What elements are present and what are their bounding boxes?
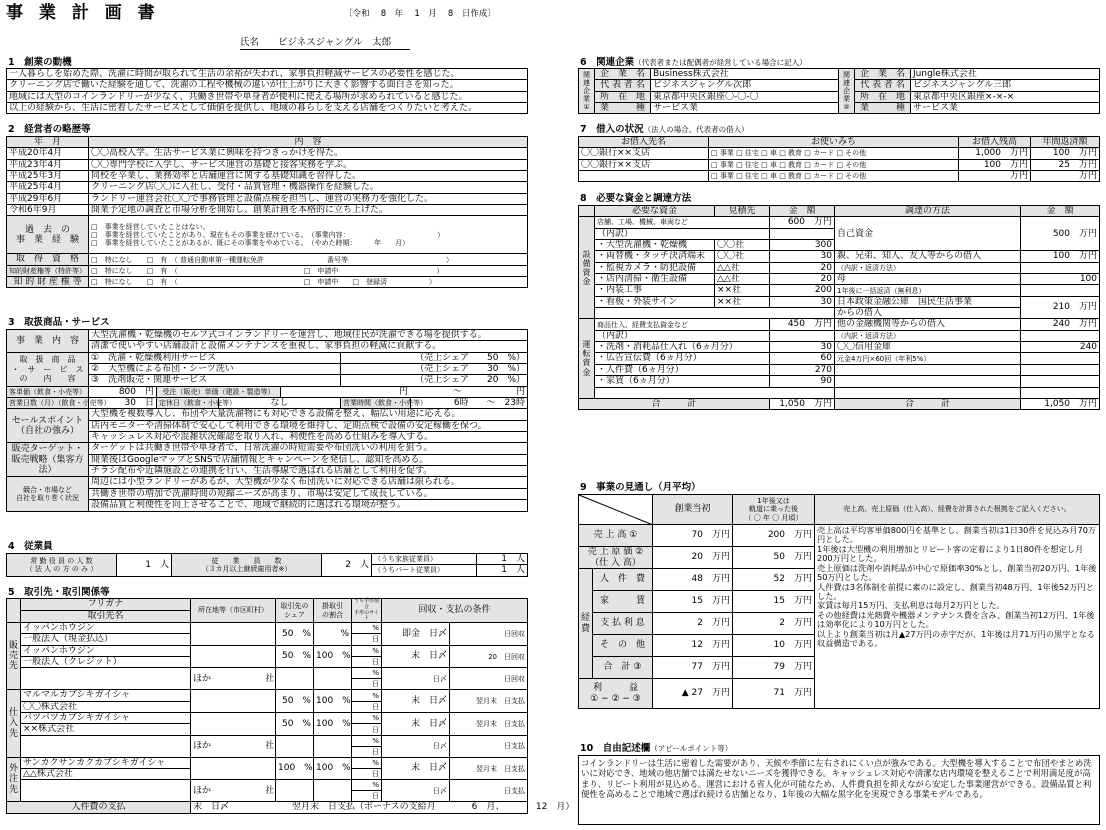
motive-line: 一人暮らしを始めた際、洗濯に時間が取られて生活の余裕が失われ、家事負担軽減サービスの必要性を感じた。 xyxy=(7,69,528,80)
s1-box xyxy=(6,68,528,114)
career-date: 平成29年6月 xyxy=(7,193,89,204)
motive-line: 以上の経験から、生活に密着したサービスとして価値を提供し、地域の暮らしを支える店舗をつくりたいと考えた。 xyxy=(7,103,528,114)
lender: 〇〇銀行××支店 xyxy=(579,148,709,159)
career-content: クリーニング店〇〇に入社し、受付・品質管理・機器操作を経験した。 xyxy=(89,182,528,193)
s5-box: フリガナ 所在地等（市区町村） 取引先の シェア 掛取引 の割合 うち手形割合 手形のサイト 回収・支払の条件 取引先名 販 売 先 イッパンホウジン 50 % % % 即金 日〆 日回収 一般法人（現金払込） 日 イッパンホウジン 50 % 100 % % 末 日〆 20 日回収 一般法人（クレジット） 日 ほか 社 % 日〆 日回収 日 仕 入 先 マルマルカブシキガイシャ 50 % 100 % % 末 日〆 翌月末 日支払 〇〇株式会社 日 バツバツカブシキガイシャ 50 % 100 % % 末 日〆 翌月末 日支払 ××株式会社 日 ほか 社 % 日〆 日支払 日 外 注 先 サンカクサンカクカブシキガイシャ 100 % 100 % % 末 日〆 翌月末 日支払 △△株式会社 日 ほか 社 % 日〆 日支払 日 人件費の支払 末 日〆 翌月末 日支払（ボーナスの支給月 6 月、 12 月） xyxy=(6,598,528,814)
career-content: 〇〇専門学校に入学し、サービス運営の基礎と接客実務を学ぶ。 xyxy=(89,159,528,170)
s6-title: 6 関連企業（代表者または配偶者が経営している場合に記入） xyxy=(580,57,807,68)
career-content: 開業予定地の調査と市場分析を開始し、創業計画を本格的に立ち上げた。 xyxy=(89,205,528,216)
s9-title: 9 事業の見通し（月平均） xyxy=(580,482,701,493)
career-date: 平成25年4月 xyxy=(7,182,89,193)
s7-title: 7 借入の状況（法人の場合、代表者の借入） xyxy=(580,124,749,135)
page-title: 事 業 計 画 書 xyxy=(6,3,160,23)
career-date: 平成25年3月 xyxy=(7,171,89,182)
s4-box: 常 勤 役 員 の 人 数 （ 法 人 の 方 の み ） 1 人 従 業 員 数 （３カ月以上継続雇用者※） 2 人 （うち家族従業員） 1 人 （うちパート従業員） 1 人 xyxy=(6,553,528,577)
career-date: 令和6年9月 xyxy=(7,205,89,216)
s10-title: 10 自由記述欄（アピールポイント等） xyxy=(580,743,733,754)
s8-box: 必要な資金 見積先 金 額 調達の方法 金 額 設 備 資 金 店舗、工場、機械、車両など 600 万円 自己資金 500 万円 （内訳） ・大型洗濯機・乾燥機 〇〇社 300 ・両替機・タッチ決済端末 〇〇社 30 親、兄弟、知人、友人等からの借入 100 万円 ・監視カメラ・防犯設備 △△社 20 （内訳・返済方法） ・店内清掃・衛生設備 △△社 20 母 100 ・内装工事 ××社 200 1年後に一括返済（無利息） ・看板・外装サイン ××社 30 日本政策金融公庫 国民生活事業 210 万円 からの借入 運 転 資 金 商品仕入、経費支払資金など 450 万円 他の金融機関等からの借入 240 万円 （内訳） （内訳・返済方法） ・洗剤・消耗品仕入れ（6ヵ月分） 30 〇〇信用金庫 240 ・広告宣伝費（6ヵ月分） 60 元金4万円×60回（年利5%） ・人件費（6ヵ月分） 270 ・家賃（6ヵ月分） 90 合 計 1,050 万円 合 計 1,050 万円 xyxy=(578,205,1100,410)
basis-text: 売上高は平均客単価800円を基準とし、創業当初は1日30件を見込み月70万円とした。 1年後は大型機の利用増加とリピート客の定着により1日80件を想定し月200万円とした。 売上原価は洗剤や消耗品が中心で原価率30%とし、創業当初20万円、1年後50万円とした。 人件費は3名体制を前提に素のに設定し、創業当初48万円、1年後52万円とした。 家賃は毎月15万円、支払利息は毎月2万円とした。 その他経費は光熱費や機器メンテナンス費を含み、創業当初12万円、1年後は効率化により10万円とした。 以上より創業当初は月▲27万円の赤字だが、1年後は月71万円の黒字となる収益構造である。 xyxy=(815,525,1100,709)
lender: 〇〇銀行××支店 xyxy=(579,159,709,170)
s7-box: お借入先名 お使いみち お借入残高 年間返済額 〇〇銀行××支店 □ 事業 □ 住宅 □ 車 □ 教育 □ カード □ その他 1,000 万円 100 万円 〇〇銀行××支店 □ 事業 □ 住宅 □ 車 □ 教育 □ カード □ その他 100 万円 25 万円 □ 事業 □ 住宅 □ 車 □ 教育 □ カード □ その他 万円 万円 xyxy=(578,136,1100,182)
s4-title: 4 従業員 xyxy=(8,541,53,552)
s6-box: 関 連 企 業 ① 企 業 名 Business株式会社 関 連 企 業 ② 企 業 名 Jungle株式会社 代 表 者 名 ビジネスジャングル次郎 代 表 者 名 ビジネスジャングル三郎 所 在 地 東京都中央区銀座〇-〇-〇 所 在 地 東京都中央区銀座×-×-× 業 種 サービス業 業 種 サービス業 xyxy=(578,68,1100,114)
career-date: 平成20年4月 xyxy=(7,148,89,159)
past-label: 過 去 の 事 業 経 験 xyxy=(7,216,89,254)
s5-title: 5 取引先・取引関係等 xyxy=(8,587,110,598)
motive-line: 地域には大型のコインランドリーが少なく、共働き世帯や単身者が便利に使える場所が求められていると感じた。 xyxy=(7,91,528,102)
created-date: 〔令和 8 年 1 月 8 日作成〕 xyxy=(344,9,496,19)
career-content: ランドリー運営会社〇〇で事務管理と設備点検を担当し、運営の実務力を強化した。 xyxy=(89,193,528,204)
s8-title: 8 必要な資金と調達方法 xyxy=(580,193,692,204)
career-date: 平成23年4月 xyxy=(7,159,89,170)
license-field: □ 特になし □ 有 （ 普通自動車第一種運転免許 番号等 ） xyxy=(89,254,528,265)
s3-title: 3 取扱商品・サービス xyxy=(8,317,110,328)
career-content: 同校を卒業し、業務効率と店舗運営に関する基礎知識を習得した。 xyxy=(89,171,528,182)
diag-line xyxy=(579,495,653,525)
s2-title: 2 経営者の略歴等 xyxy=(8,124,91,135)
s2-box: 年 月 内 容 平成20年4月 〇〇高校入学。生活サービス業に興味を持つきっかけを得た。 平成23年4月 〇〇専門学校に入学し、サービス運営の基礎と接客実務を学ぶ。 平成25年3月 同校を卒業し、業務効率と店舗運営に関する基礎知識を習得した。 平成25年4月 クリーニング店〇〇に入社し、受付・品質管理・機器操作を経験した。 平成29年6月 ランドリー運営会社〇〇で事務管理と設備点検を担当し、運営の実務力を強化した。 令和6年9月 開業予定地の調査と市場分析を開始し、創業計画を本格的に立ち上げた。 過 去 の 事 業 経 験 □ 事業を経営していたことはない。 □ 事業を経営していたことがあり、現在もその事業を続けている。 （事業内容： ） □ 事業を経営していたことがあるが、既にその事業をやめている。 （やめた時期： 年 月） 取 得 資 格 □ 特になし □ 有 （ 普通自動車第一種運転免許 番号等 ） 知的財産権等（特許等） □ 特になし □ 有 （ □ 申請中 ） 知 的 財 産 権 等 □ 特になし □ 有 （ □ 申請中 □ 登録済 ） xyxy=(6,136,528,288)
s3-box: 事 業 内 容 大型洗濯機・乾燥機のセルフ式コインランドリーを運営し、地域住民が洗濯できる場を提供する。 清潔で使いやすい店舗設計と設備メンテナンスを重視し、家事負担の軽減に貢献する。 取 扱 商 品 ・ サ ー ビ ス の 内 容 ① 洗濯・乾燥機利用サービス （売上シェア 50 %） ② 大型機による布団・シーツ洗い （売上シェア 30 %） ③ 洗剤販売・関連サービス （売上シェア 20 %） 客単価（飲食・小売等） 800 円 受注（販売）単価（建設・製造等） 円 〜 円 営業日数（月）（飲食・小売等） 30 日 定休日（飲食・小売等） なし 営業時間（飲食・小売等） 6時 〜 23時 セールスポイント （自社の強み） 大型機を複数導入し、布団や大量洗濯物にも対応できる設備を整え、幅広い用途に応える。 店内モニターや清掃体制で安心して利用できる環境を維持し、定期点検で設備の安定稼働を保つ。 キャッシュレス対応や混雑状況確認を取り入れ、利便性を高める仕組みを導入する。 販売ターゲット・ 販売戦略（集客方法） ターゲットは共働き世帯や単身者で、日常洗濯の時短需要や布団洗いの利用を狙う。 開業後はGoogleマップとSNSで店舗情報とキャンペーンを発信し、認知を高める。 チラシ配布や近隣施設との連携を行い、生活導線で選ばれる店舗として利用を促す。 競合・市場など 自社を取り巻く状況 周辺には小型ランドリーがあるが、大型機が少なく布団洗いに対応できる店舗は限られる。 共働き世帯の増加で洗濯時間の短縮ニーズが高まり、市場は安定して成長している。 設備品質と利便性を向上させることで、地域で継続的に選ばれる環境が整う。 xyxy=(6,329,528,512)
lender xyxy=(579,171,709,182)
s1-title: 1 創業の動機 xyxy=(8,57,72,68)
s9-box: 創業当初 1年後又は 軌道に乗った後 （ 〇 年 〇 月頃） 売上高、売上原価（仕入高）、経費を計算された根拠をご記入ください。 売 上 高 ① 70 万円 200 万円 売上高は平均客単価800円を基準とし、創業当初は1日30件を見込み月70万円とした。 1年後は大型機の利用増加とリピート客の定着により1日80件を想定し月200万円とした。 売上原価は洗剤や消耗品が中心で原価率30%とし、創業当初20万円、1年後50万円とした。 人件費は3名体制を前提に素のに設定し、創業当初48万円、1年後52万円とした。 家賃は毎月15万円、支払利息は毎月2万円とした。 その他経費は光熱費や機器メンテナンス費を含み、創業当初12万円、1年後は効率化により10万円とした。 以上より創業当初は月▲27万円の赤字だが、1年後は月71万円の黒字となる収益構造である。 売 上 原 価 ② （仕 入 高） 20 万円 50 万円 経 費 人 件 費 48 万円 52 万円 家 賃 15 万円 15 万円 支 払 利 息 2 万円 2 万円 そ の 他 12 万円 10 万円 合 計 ③ 77 万円 79 万円 利 益 ① − ② − ③ ▲ 27 万円 71 万円 xyxy=(578,494,1100,709)
free-text: コインランドリーは生活に密着した需要があり、天候や季節に左右されにくい点が強みである。大型機を導入することで布団やまとめ洗いに対応でき、地域の他店舗では満たせないニーズを獲得できる。キャッシュレス対応や清潔な店内環境を整えることで利用満足度が高まり、リピート利用が見込める。運営における省人化が可能なため、人件費負担を抑えながら安定した事業運営ができる。設備品質と利便性を高めることで地域で選ばれ続ける店舗となり、1年後の大幅な黒字化を実現できる事業モデルである。 xyxy=(578,755,1100,825)
applicant-name: 氏名 ビジネスジャングル 太郎 xyxy=(240,38,410,50)
career-content: 〇〇高校入学。生活サービス業に興味を持つきっかけを得た。 xyxy=(89,148,528,159)
motive-line: クリーニング店で働いた経験を通して、洗濯の工程や機械の違いが仕上がりに大きく影響する面白さを知った。 xyxy=(7,80,528,91)
